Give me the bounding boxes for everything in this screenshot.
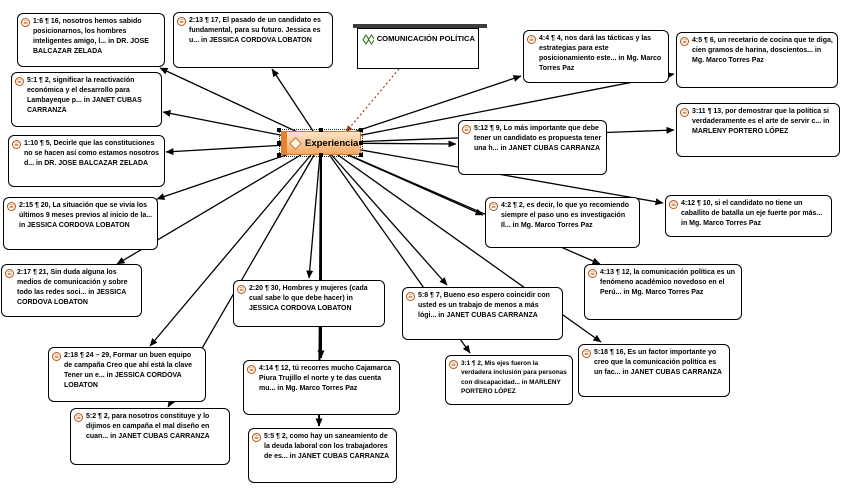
quotation-icon: ≡ — [237, 285, 246, 294]
quotation-node[interactable] — [173, 12, 333, 68]
quotation-node[interactable] — [17, 13, 165, 67]
quotation-node[interactable] — [402, 287, 563, 340]
quotation-node[interactable] — [11, 72, 162, 127]
quotation-node[interactable] — [248, 428, 397, 483]
quotation-text: 5:5 ¶ 2, como hay un saneamiento de la deuda laboral con los trabajadores de es... in JANET CUBAS CARRANZA — [264, 433, 390, 460]
quotation-text: 5:2 ¶ 2, para nosotros constituye y lo dijimos en campaña el mal diseño en cuan... in JANET CUBAS CARRANZA — [86, 413, 210, 440]
quotation-text: 2:15 ¶ 20, La situación que se vivía los últimos 9 meses previos al inicio de la... in JESSICA CORDOVA LOBATON — [19, 202, 153, 229]
quotation-node[interactable] — [1, 264, 142, 317]
quotation-icon: ≡ — [252, 433, 261, 442]
quotation-text: 4:4 ¶ 4, nos dará las tácticas y las estrategias para este posicionamiento este... in Mg. Marco Torres Paz — [539, 35, 662, 72]
quotation-icon: ≡ — [462, 125, 471, 134]
quotation-node[interactable] — [578, 344, 730, 397]
quotation-node[interactable] — [676, 103, 840, 157]
quotation-icon: ≡ — [527, 35, 536, 44]
quotation-text: 3:11 ¶ 13, por demostrar que la política si verdaderamente es el arte de servir c... in MARLENY PORTERO LÓPEZ — [692, 108, 830, 135]
selection-handle[interactable] — [277, 153, 281, 157]
quotation-icon: ≡ — [74, 413, 83, 422]
quotation-text: 4:14 ¶ 12, tú recorres mucho Cajamarca Piura Trujillo el norte y te das cuenta mu... in Mg. Marco Torres Paz — [259, 365, 392, 392]
code-node-label: COMUNICACIÓN POLÍTICA — [376, 34, 475, 43]
quotation-text: 5:18 ¶ 16, Es un factor importante yo creo que la comunicación política es un fac... in JANET CUBAS CARRANZA — [594, 349, 722, 376]
quotation-node[interactable] — [665, 195, 832, 237]
quotation-icon: ≡ — [247, 365, 256, 374]
quotation-node[interactable] — [523, 30, 669, 83]
quotation-node[interactable] — [485, 197, 640, 248]
quotation-icon: ≡ — [7, 202, 16, 211]
quotation-icon: ≡ — [588, 269, 597, 278]
selection-handle[interactable] — [359, 128, 363, 132]
link-line — [321, 143, 447, 285]
quotation-node[interactable] — [233, 280, 385, 327]
quotation-text: 4:12 ¶ 10, si el candidato no tiene un caballito de batalla un eje fuerte por más... in Mg. Marco Torres Paz — [681, 200, 823, 227]
quotation-node[interactable] — [8, 135, 165, 187]
quotation-text: 2:17 ¶ 21, Sin duda alguna los medios de comunicación y sobre todo las redes soci... in JESSICA CORDOVA LOBATON — [17, 269, 128, 306]
quotation-text: 4:2 ¶ 2, es decir, lo que yo recomiendo siempre el paso uno es investigación Il... in Mg. Marco Torres Paz — [501, 202, 629, 229]
quotation-text: 5:12 ¶ 9, Lo más importante que debe tener un candidato es propuesta tener una h... in JANET CUBAS CARRANZA — [474, 125, 602, 152]
quotation-text: 2:13 ¶ 17, El pasado de un candidato es fundamental, para su futuro. Jessica es u... in JESSICA CORDOVA LOBATON — [189, 17, 321, 44]
center-node-label: Experiencia — [305, 137, 359, 149]
code-node-experiencia[interactable] — [281, 131, 361, 155]
quotation-node[interactable] — [458, 120, 607, 175]
selection-handle[interactable] — [277, 141, 281, 145]
quotation-text: 4:13 ¶ 12, la comunicación política es un fenómeno académico novedoso en el Perú... in Mg. Marco Torres Paz — [600, 269, 735, 296]
code-node-comunicacion-politica[interactable] — [357, 28, 479, 69]
quotation-icon: ≡ — [12, 140, 21, 149]
quotation-icon: ≡ — [406, 292, 415, 301]
quotation-text: 4:5 ¶ 6, un recetario de cocina que te diga, cien gramos de harina, doscientos... in Mg. Marco Torres Paz — [692, 37, 833, 64]
quotation-icon: ≡ — [52, 352, 61, 361]
quotation-text: 2:20 ¶ 30, Hombres y mujeres (cada cual sabe lo que debe hacer) in JESSICA CORDOVA LOBATON — [249, 285, 368, 312]
quotation-icon: ≡ — [680, 37, 689, 46]
quotation-node[interactable] — [243, 360, 400, 415]
quotation-icon: ≡ — [177, 17, 186, 26]
quotation-node[interactable] — [48, 347, 206, 402]
quotation-icon: ≡ — [489, 202, 498, 211]
quotation-text: 2:18 ¶ 24 – 29, Formar un buen equipo de campaña Creo que ahí está la clave Tener un e... in JESSICA CORDOVA LOBATON — [64, 352, 193, 389]
quotation-icon: ≡ — [449, 360, 458, 369]
quotation-icon: ≡ — [21, 18, 30, 27]
selection-handle[interactable] — [319, 128, 323, 132]
selection-handle[interactable] — [319, 153, 323, 157]
quotation-node[interactable] — [3, 197, 158, 250]
code-double-diamond-icon — [362, 34, 374, 45]
quotation-node[interactable] — [584, 264, 742, 320]
code-node-accent-bar — [282, 132, 287, 154]
quotation-node[interactable] — [70, 408, 230, 465]
quotation-node[interactable] — [445, 355, 573, 405]
quotation-icon: ≡ — [669, 200, 678, 209]
quotation-icon: ≡ — [582, 349, 591, 358]
code-link-line — [346, 69, 399, 132]
quotation-text: 5:1 ¶ 2, significar la reactivación económica y el desarrollo para Lambayeque p... in JANET CUBAS CARRANZA — [27, 77, 142, 114]
quotation-text: 1:6 ¶ 16, nosotros hemos sabido posicionarnos, los hombres inteligentes amigo, l... in DR. JOSE BALCAZAR ZELADA — [33, 18, 149, 55]
quotation-node[interactable] — [676, 32, 838, 88]
selection-handle[interactable] — [359, 153, 363, 157]
selection-handle[interactable] — [359, 141, 363, 145]
code-diamond-icon — [289, 137, 302, 150]
quotation-icon: ≡ — [680, 108, 689, 117]
quotation-icon: ≡ — [15, 77, 24, 86]
quotation-text: 5:8 ¶ 7, Bueno eso espero coincidir con usted es un trabajo de menos a más lógi... in JANET CUBAS CARRANZA — [418, 292, 550, 319]
selection-handle[interactable] — [277, 128, 281, 132]
quotation-icon: ≡ — [5, 269, 14, 278]
quotation-text: 3:1 ¶ 2, Mis ejes fueron la verdadera inclusión para personas con discapacidad... in MARLENY PORTERO LÓPEZ — [461, 360, 567, 396]
quotation-text: 1:10 ¶ 5, Decirle que las constituciones no se hacen así como estamos nosotros d... in DR. JOSE BALCAZAR ZELADA — [24, 140, 159, 167]
